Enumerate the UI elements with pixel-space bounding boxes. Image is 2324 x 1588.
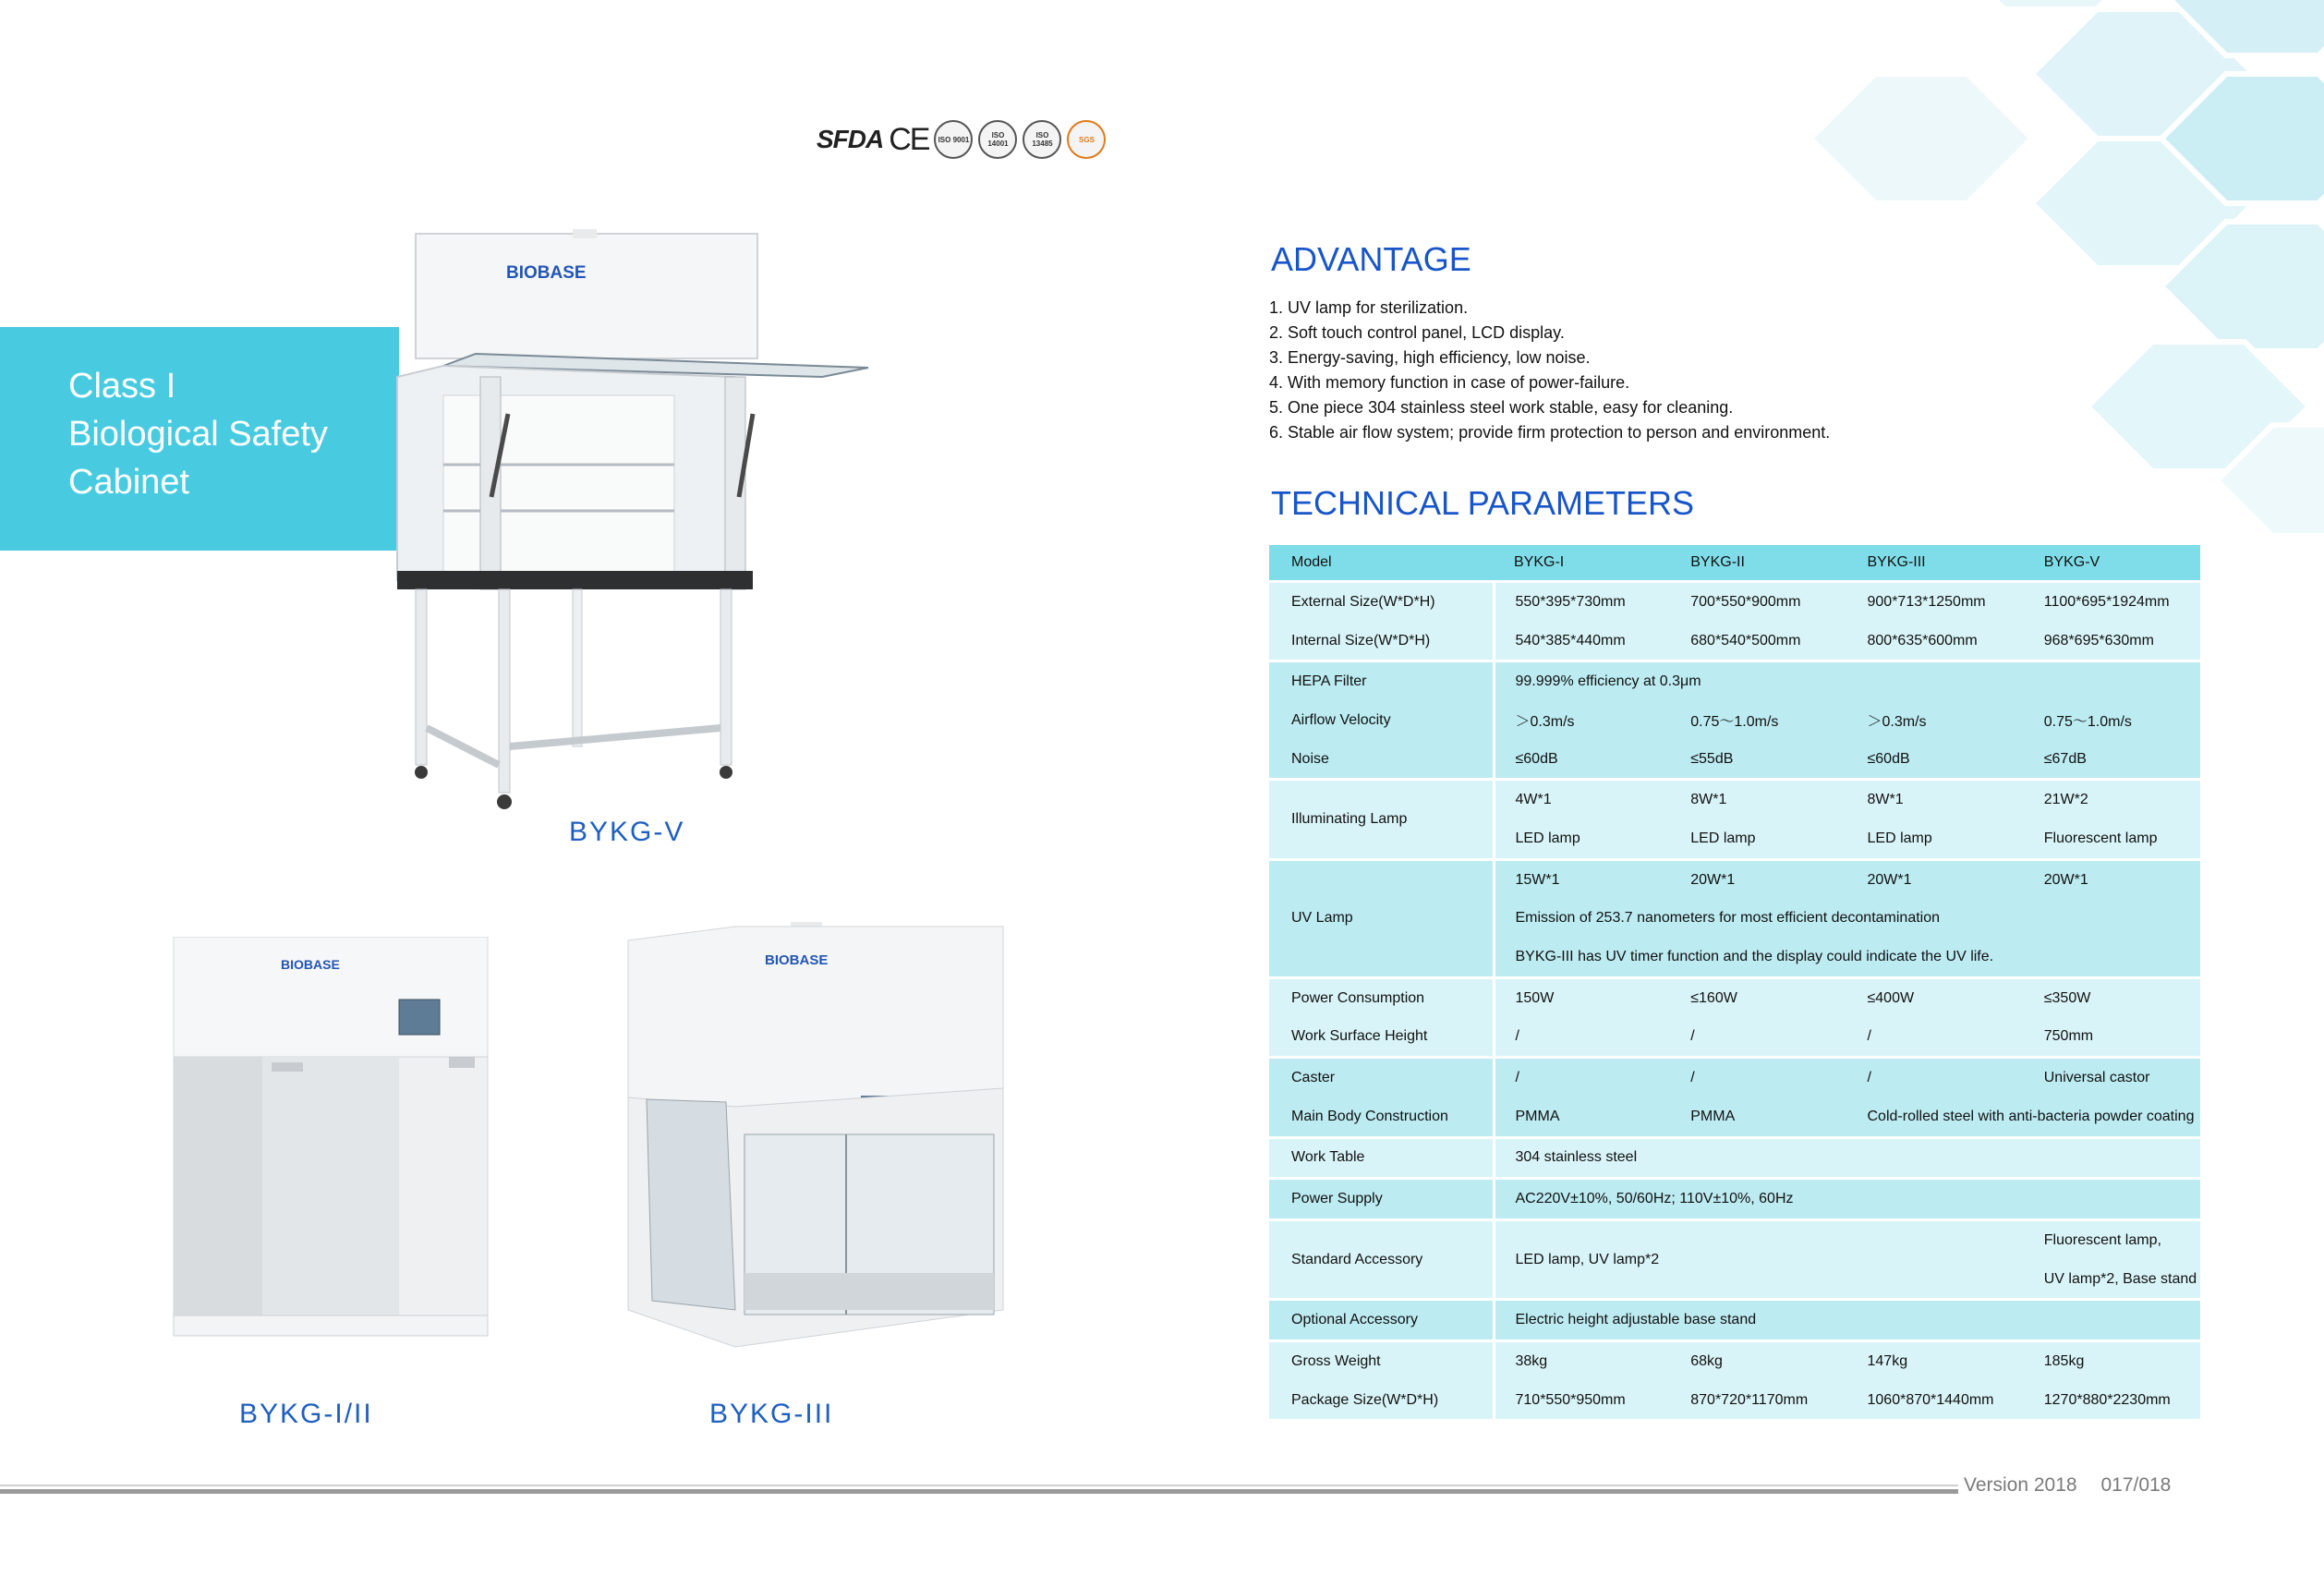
- table-row: [1269, 582, 2200, 622]
- table-cell: /: [1847, 1018, 2024, 1058]
- row-label: Internal Size(W*D*H): [1269, 622, 1494, 661]
- sgs-badge: SGS: [1067, 120, 1106, 159]
- row-label: External Size(W*D*H): [1269, 582, 1494, 622]
- table-cell: ＞0.3m/s: [1494, 701, 1670, 740]
- table-cell: 4W*1: [1494, 780, 1670, 819]
- table-cell: 147kg: [1847, 1341, 2024, 1381]
- advantage-item: 5. One piece 304 stainless steel work stable, easy for cleaning.: [1269, 398, 1734, 417]
- table-cell: ≤400W: [1847, 977, 2024, 1017]
- table-row: [1269, 1300, 2200, 1341]
- table-cell: Fluorescent lamp: [2024, 819, 2200, 859]
- row-label: HEPA Filter: [1269, 661, 1494, 701]
- table-cell: 0.75～1.0m/s: [1670, 701, 1846, 740]
- bykg-iii-label: BYKG-III: [709, 1399, 834, 1429]
- technical-heading: TECHNICAL PARAMETERS: [1271, 484, 1695, 522]
- table-cell: ≤60dB: [1494, 740, 1670, 780]
- table-header-row: [1269, 545, 2200, 582]
- iso13485-badge: ISO 13485: [1023, 120, 1061, 159]
- advantage-heading: ADVANTAGE: [1271, 240, 1471, 278]
- row-label: Gross Weight: [1269, 1341, 1494, 1381]
- advantage-item: 1. UV lamp for sterilization.: [1269, 298, 1469, 317]
- table-cell: 1060*870*1440mm: [1847, 1381, 2024, 1420]
- table-cell: Emission of 253.7 nanometers for most efficient decontamination: [1494, 900, 2200, 939]
- header-cell: BYKG-III: [1847, 545, 2024, 582]
- table-cell: 15W*1: [1494, 859, 1670, 899]
- row-label: Work Table: [1269, 1137, 1494, 1179]
- bykg-iii-brand-logo: BIOBASE: [765, 952, 829, 968]
- table-cell: 185kg: [2024, 1341, 2200, 1381]
- table-cell: 8W*1: [1847, 780, 2024, 819]
- advantage-item: 2. Soft touch control panel, LCD display.: [1269, 323, 1565, 342]
- advantage-item: 6. Stable air flow system; provide firm protection to person and environment.: [1269, 423, 1831, 442]
- table-cell: 700*550*900mm: [1670, 582, 1846, 622]
- ce-mark: CE: [889, 121, 929, 157]
- table-row: [1269, 977, 2200, 1017]
- table-cell: Cold-rolled steel with anti-bacteria powder coating: [1847, 1097, 2201, 1137]
- table-cell: 304 stainless steel: [1494, 1137, 2200, 1179]
- footer-divider: [0, 1489, 1958, 1494]
- bykg-i-ii-cabinet-image: [170, 937, 502, 1352]
- table-cell: 38kg: [1494, 1341, 1670, 1381]
- table-cell: 150W: [1494, 977, 1670, 1017]
- row-label: Power Supply: [1269, 1179, 1494, 1220]
- table-cell: /: [1670, 1058, 1846, 1097]
- footer-page-numbers: 017/018: [2100, 1474, 2172, 1496]
- row-label: Noise: [1269, 740, 1494, 780]
- row-label: Package Size(W*D*H): [1269, 1381, 1494, 1420]
- title-line-3: Cabinet: [68, 463, 189, 502]
- table-cell: LED lamp: [1670, 819, 1846, 859]
- table-row: [1269, 1179, 2200, 1220]
- table-cell: 99.999% efficiency at 0.3μm: [1494, 661, 2200, 701]
- table-cell: ≤60dB: [1847, 740, 2024, 780]
- table-cell: ≤55dB: [1670, 740, 1846, 780]
- bykg-iii-cabinet-image: [624, 922, 1012, 1356]
- table-cell: ≤67dB: [2024, 740, 2200, 780]
- advantage-list: [1269, 296, 1830, 445]
- table-row: [1269, 859, 2200, 899]
- row-label: Airflow Velocity: [1269, 701, 1494, 740]
- table-cell: BYKG-III has UV timer function and the display could indicate the UV life.: [1494, 938, 2200, 977]
- table-cell: 20W*1: [1847, 859, 2024, 899]
- table-cell: /: [1847, 1058, 2024, 1097]
- advantage-item: 3. Energy-saving, high efficiency, low noise.: [1269, 348, 1591, 367]
- row-label: Standard Accessory: [1269, 1220, 1494, 1300]
- row-label: Power Consumption: [1269, 977, 1494, 1017]
- row-label: Main Body Construction: [1269, 1097, 1494, 1137]
- table-cell: 750mm: [2024, 1018, 2200, 1058]
- table-cell: 540*385*440mm: [1494, 622, 1670, 661]
- row-label: Caster: [1269, 1058, 1494, 1097]
- bykg-i-ii-label: BYKG-I/II: [239, 1399, 373, 1429]
- table-cell: 0.75～1.0m/s: [2024, 701, 2200, 740]
- table-row: [1269, 1341, 2200, 1381]
- table-row: [1269, 701, 2200, 740]
- table-row: [1269, 780, 2200, 819]
- table-row: [1269, 740, 2200, 780]
- table-cell: AC220V±10%, 50/60Hz; 110V±10%, 60Hz: [1494, 1179, 2200, 1220]
- table-row: [1269, 1097, 2200, 1137]
- row-label: UV Lamp: [1269, 859, 1494, 977]
- spec-table: [1269, 545, 2200, 1419]
- table-row: [1269, 1381, 2200, 1420]
- table-cell: LED lamp: [1494, 819, 1670, 859]
- product-title: [68, 362, 401, 506]
- table-cell: PMMA: [1670, 1097, 1846, 1137]
- table-cell: 800*635*600mm: [1847, 622, 2024, 661]
- bykg-v-brand-logo: BIOBASE: [506, 263, 587, 283]
- table-cell: 710*550*950mm: [1494, 1381, 1670, 1420]
- table-cell: /: [1494, 1058, 1670, 1097]
- table-row: [1269, 1137, 2200, 1179]
- table-cell: 8W*1: [1670, 780, 1846, 819]
- table-cell: Universal castor: [2024, 1058, 2200, 1097]
- table-row: [1269, 1220, 2200, 1260]
- row-label: Optional Accessory: [1269, 1300, 1494, 1341]
- table-cell: 900*713*1250mm: [1847, 582, 2024, 622]
- sfda-logo: SFDA: [817, 125, 884, 153]
- table-cell: /: [1494, 1018, 1670, 1058]
- table-cell: ＞0.3m/s: [1847, 701, 2024, 740]
- table-row: [1269, 1058, 2200, 1097]
- iso14001-badge: ISO 14001: [978, 120, 1017, 159]
- table-cell: LED lamp: [1847, 819, 2024, 859]
- bykg-i-ii-brand-logo: BIOBASE: [281, 957, 340, 972]
- table-cell: 550*395*730mm: [1494, 582, 1670, 622]
- header-cell: BYKG-V: [2024, 545, 2200, 582]
- table-cell: LED lamp, UV lamp*2: [1494, 1220, 2024, 1300]
- footer: [1964, 1474, 2189, 1497]
- table-cell: Electric height adjustable base stand: [1494, 1300, 2200, 1341]
- table-cell: 20W*1: [2024, 859, 2200, 899]
- certification-logos: [817, 118, 1106, 161]
- title-line-1: Class I: [68, 367, 176, 406]
- table-row: [1269, 661, 2200, 701]
- table-cell: /: [1670, 1018, 1846, 1058]
- table-cell: UV lamp*2, Base stand: [2024, 1260, 2200, 1300]
- title-line-2: Biological Safety: [68, 415, 328, 454]
- table-row: [1269, 1018, 2200, 1058]
- row-label: Work Surface Height: [1269, 1018, 1494, 1058]
- row-label: Illuminating Lamp: [1269, 780, 1494, 859]
- iso9001-badge: ISO 9001: [934, 120, 973, 159]
- footer-divider-shadow: [0, 1485, 1958, 1486]
- table-cell: Fluorescent lamp,: [2024, 1220, 2200, 1260]
- header-cell: BYKG-I: [1494, 545, 1670, 582]
- bykg-v-cabinet-image: [388, 229, 878, 820]
- table-cell: 870*720*1170mm: [1670, 1381, 1846, 1420]
- table-cell: 68kg: [1670, 1341, 1846, 1381]
- table-cell: ≤160W: [1670, 977, 1846, 1017]
- table-cell: PMMA: [1494, 1097, 1670, 1137]
- header-cell: Model: [1269, 545, 1494, 582]
- advantage-item: 4. With memory function in case of power-failure.: [1269, 373, 1630, 392]
- table-cell: 1270*880*2230mm: [2024, 1381, 2200, 1420]
- bykg-v-label: BYKG-V: [569, 817, 685, 847]
- header-cell: BYKG-II: [1670, 545, 1846, 582]
- table-cell: 1100*695*1924mm: [2024, 582, 2200, 622]
- table-cell: 968*695*630mm: [2024, 622, 2200, 661]
- hexagon-background: [1755, 0, 2324, 573]
- table-cell: 20W*1: [1670, 859, 1846, 899]
- table-cell: 21W*2: [2024, 780, 2200, 819]
- table-cell: 680*540*500mm: [1670, 622, 1846, 661]
- table-cell: ≤350W: [2024, 977, 2200, 1017]
- table-row: [1269, 622, 2200, 661]
- footer-version: Version 2018: [1964, 1474, 2077, 1496]
